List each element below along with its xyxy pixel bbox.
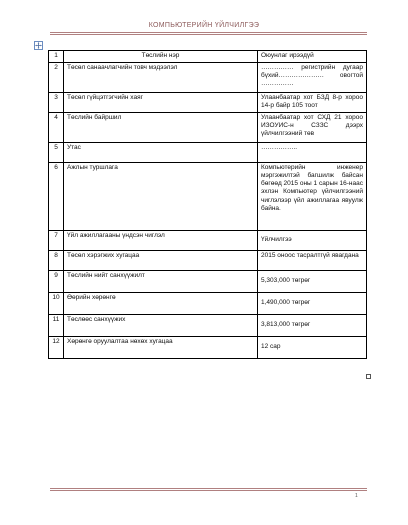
row-value: 1,490,000 төгрөг [258,293,367,315]
row-value: Улаанбаатар хот БЗД 8-р хороо 14-р байр 105 тоот [258,93,367,113]
row-value: 3,813,000 төгрөг [258,315,367,337]
row-number: 10 [49,293,64,315]
row-number: 5 [49,143,64,163]
row-number: 11 [49,315,64,337]
row-label: Утас [64,143,258,163]
table-row [49,63,367,93]
footer-rule-double [50,490,367,491]
row-label: Төсөл санаачлагчийн товч мэдээлэл [64,63,258,93]
table-row [49,271,367,293]
row-value: 12 сар [258,337,367,359]
table-row [49,315,367,337]
table-resize-handle[interactable] [366,374,371,379]
column-header-value: Оюунлаг ирээдүй [258,51,367,63]
row-label: Төслийн байршил [64,113,258,143]
table-row [49,93,367,113]
row-label: Хөрөнгө оруулалтаа нөхөх хугацаа [64,337,258,359]
row-value: 5,303,000 төгрөг [258,271,367,293]
row-number: 1 [49,51,64,63]
row-number: 6 [49,163,64,231]
row-label: Төсөл гүйцэтгэгчийн хаяг [64,93,258,113]
header-rule [50,32,367,33]
project-info-table [48,50,367,359]
row-number: 8 [49,251,64,271]
table-row [49,143,367,163]
header-rule-double [50,34,367,35]
row-label: Төслөөс санхүүжих [64,315,258,337]
row-label: Төсөл хэрэгжих хугацаа [64,251,258,271]
row-value: Үйлчилгээ [258,231,367,251]
column-header-name: Төслийн нэр [64,51,258,63]
table-row [49,251,367,271]
row-value: 2015 оноос тасралтгүй явагдана [258,251,367,271]
footer-rule [50,488,367,489]
row-value: …………… регистрийн дугаар бүхий………………… овогтой …………… [258,63,367,93]
table-move-handle-icon[interactable] [34,41,43,50]
row-label: Ажлын туршлага [64,163,258,231]
table-row [49,51,367,63]
row-value: Улаанбаатар хот СХД 21 хороо ИЗОУИС-н СЗЗС дээрх үйлчилгээний төв [258,113,367,143]
row-value: Компьютерийн инженер мэргэжилтэй багшилж байсан бөгөөд 2015 оны 1 сарын 16-наас эхлэн Компьютер үйлчилгээний чиглэлээр үйл ажиллагаа явуулж байна. [258,163,367,231]
row-number: 9 [49,271,64,293]
row-label: Өөрийн хөрөнгө [64,293,258,315]
table-row [49,231,367,251]
row-number: 3 [49,93,64,113]
row-value: …………….. [258,143,367,163]
page-number: 1 [355,493,358,499]
table-row [49,293,367,315]
row-number: 12 [49,337,64,359]
table-row [49,337,367,359]
row-label: Үйл ажиллагааны үндсэн чиглэл [64,231,258,251]
row-number: 2 [49,63,64,93]
row-label: Төслийн нийт санхүүжилт [64,271,258,293]
page-header-title: КОМПЬЮТЕРИЙН ҮЙЛЧИЛГЭЭ [148,22,260,29]
row-number: 4 [49,113,64,143]
table-row [49,163,367,231]
row-number: 7 [49,231,64,251]
table-row [49,113,367,143]
